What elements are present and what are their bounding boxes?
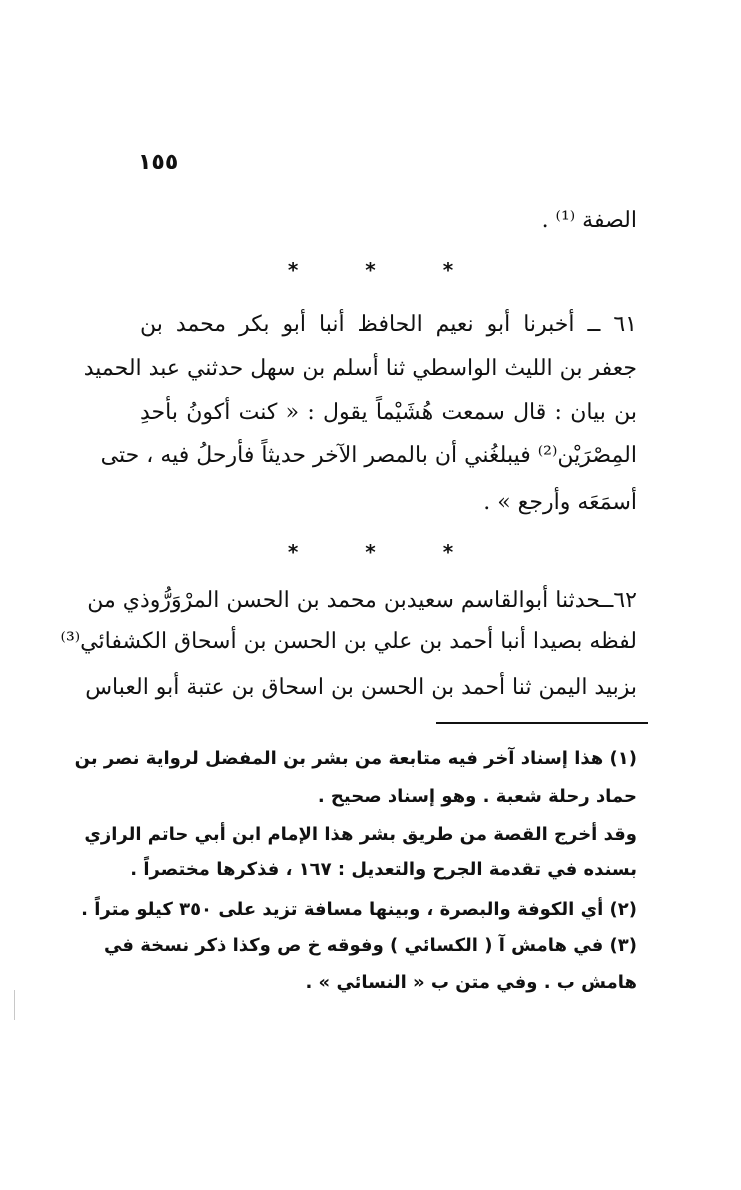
section-62-line-3: بزبيد اليمن ثنا أحمد بن الحسن بن اسحاق بن عتبة أبو العباس [85,675,637,700]
section-61-line-1: ٦١ ــ أخبرنا أبو نعيم الحافظ أنبا أبو بكر محمد بن [140,312,637,337]
section-61-line-4: المِصْرَيْن⁽²⁾ فيبلغُني أن بالمصر الآخر حديثاً فأرحلُ فيه ، حتى [100,443,637,468]
section-61-line-2: جعفر بن الليث الواسطي ثنا أسلم بن سهل حدثني عبد الحميد [83,356,637,381]
section-divider-1: * * * [287,258,484,282]
footnote-line-1: (١) هذا إسناد آخر فيه متابعة من بشر بن المفضل لرواية نصر بن [74,748,637,769]
footnote-line-7: هامش ب . وفي متن ب « النسائي » . [305,972,637,993]
footnote-line-3: وقد أخرج القصة من طريق بشر هذا الإمام ابن أبي حاتم الرازي [84,824,637,845]
section-61-line-3: بن بيان : قال سمعت هُشَيْماً يقول : « كنت أكونُ بأحدِ [140,400,637,425]
scan-speck [14,990,15,1020]
section-62-line-2: لفظه بصيدا أنبا أحمد بن علي بن الحسن بن أسحاق الكشفائي⁽³⁾ [60,629,637,654]
section-divider-2: * * * [287,540,484,564]
footnote-line-2: حماد رحلة شعبة . وهو إسناد صحيح . [317,786,637,807]
section-61-line-5: أسمَعَه وأرجع » . [483,490,637,515]
footnote-line-4: بسنده في تقدمة الجرح والتعديل : ١٦٧ ، فذكرها مختصراً . [130,859,637,880]
footnote-line-6: (٣) في هامش آ ( الكسائي ) وفوقه خ ص وكذا ذكر نسخة في [103,935,637,956]
top-line: الصفة ⁽¹⁾ . [541,208,637,233]
section-62-line-1: ٦٢ــحدثنا أبوالقاسم سعيدبن محمد بن الحسن المرْوَرُّوذي من [87,588,637,613]
footnote-line-5: (٢) أي الكوفة والبصرة ، وبينها مسافة تزيد على ٣٥٠ كيلو متراً . [81,899,637,920]
footnote-separator [436,722,648,724]
page-number: ١٥٥ [138,150,179,175]
